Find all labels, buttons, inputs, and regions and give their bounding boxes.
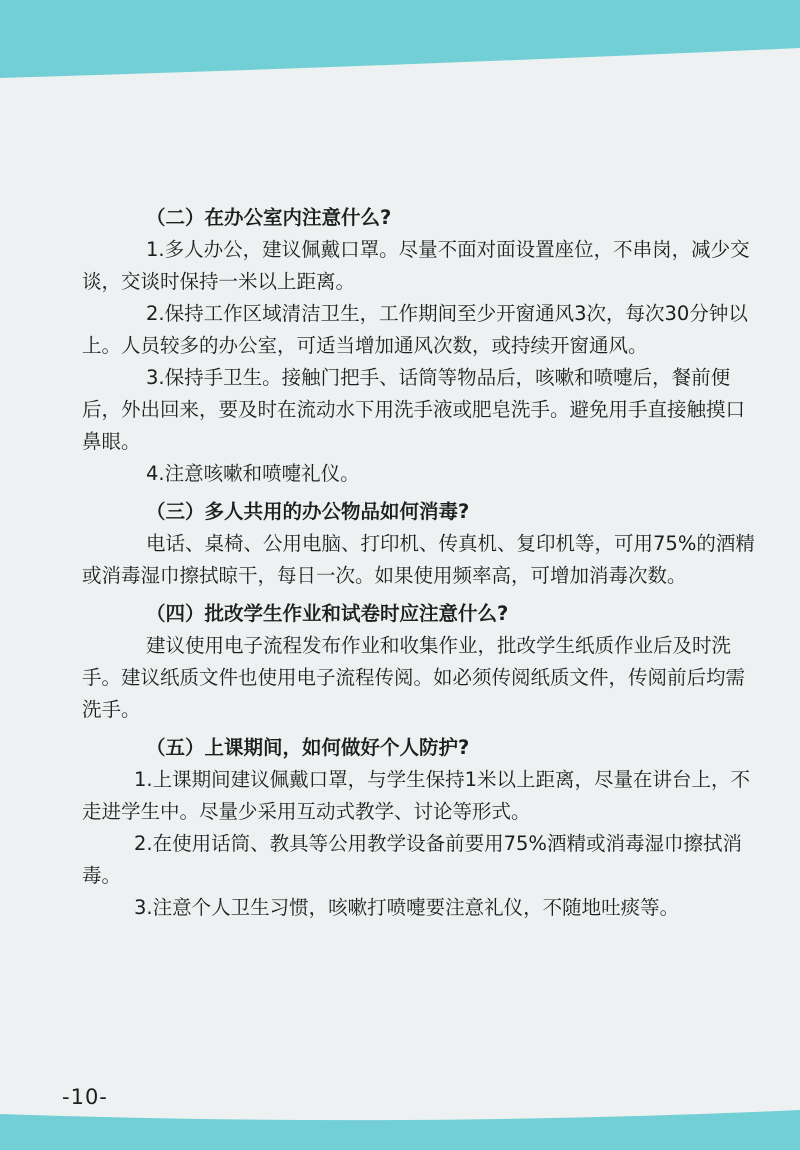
section-heading-5: （五）上课期间，如何做好个人防护? <box>146 736 470 759</box>
top-band-shape <box>0 0 800 80</box>
paragraph: 3.保持手卫生。接触门把手、话筒等物品后，咳嗽和喷嚏后，餐前便后，外出回来，要及时在流动水下用洗手液或肥皂洗手。避免用手直接触摸口鼻眼。 <box>82 366 746 453</box>
section-heading-3: （三）多人共用的办公物品如何消毒? <box>146 500 470 523</box>
section-heading-2: （二）在办公室内注意什么? <box>146 206 392 229</box>
paragraph: 建议使用电子流程发布作业和收集作业，批改学生纸质作业后及时洗手。建议纸质文件也使用电子流程传阅。如必须传阅纸质文件，传阅前后均需洗手。 <box>82 634 746 721</box>
top-decorative-band <box>0 0 800 80</box>
paragraph: 2.在使用话筒、教具等公用教学设备前要用75%酒精或消毒湿巾擦拭消毒。 <box>82 832 742 887</box>
section-heading-4: （四）批改学生作业和试卷时应注意什么? <box>146 602 509 625</box>
paragraph: 2.保持工作区域清洁卫生，工作期间至少开窗通风3次，每次30分钟以上。人员较多的办公室，可适当增加通风次数，或持续开窗通风。 <box>82 302 748 357</box>
paragraph: 3.注意个人卫生习惯，咳嗽打喷嚏要注意礼仪，不随地吐痰等。 <box>134 896 680 919</box>
document-body <box>82 196 762 924</box>
bottom-band-shape <box>0 1098 800 1150</box>
page-number: -10- <box>62 1085 108 1109</box>
paragraph: 1.上课期间建议佩戴口罩，与学生保持1米以上距离，尽量在讲台上，不走进学生中。尽量少采用互动式教学、讨论等形式。 <box>82 768 751 823</box>
paragraph: 4.注意咳嗽和喷嚏礼仪。 <box>146 462 360 485</box>
paragraph: 1.多人办公，建议佩戴口罩。尽量不面对面设置座位，不串岗，减少交谈，交谈时保持一米以上距离。 <box>82 238 750 293</box>
paragraph: 电话、桌椅、公用电脑、打印机、传真机、复印机等，可用75%的酒精或消毒湿巾擦拭晾干，每日一次。如果使用频率高，可增加消毒次数。 <box>82 532 755 587</box>
bottom-decorative-band <box>0 1098 800 1150</box>
